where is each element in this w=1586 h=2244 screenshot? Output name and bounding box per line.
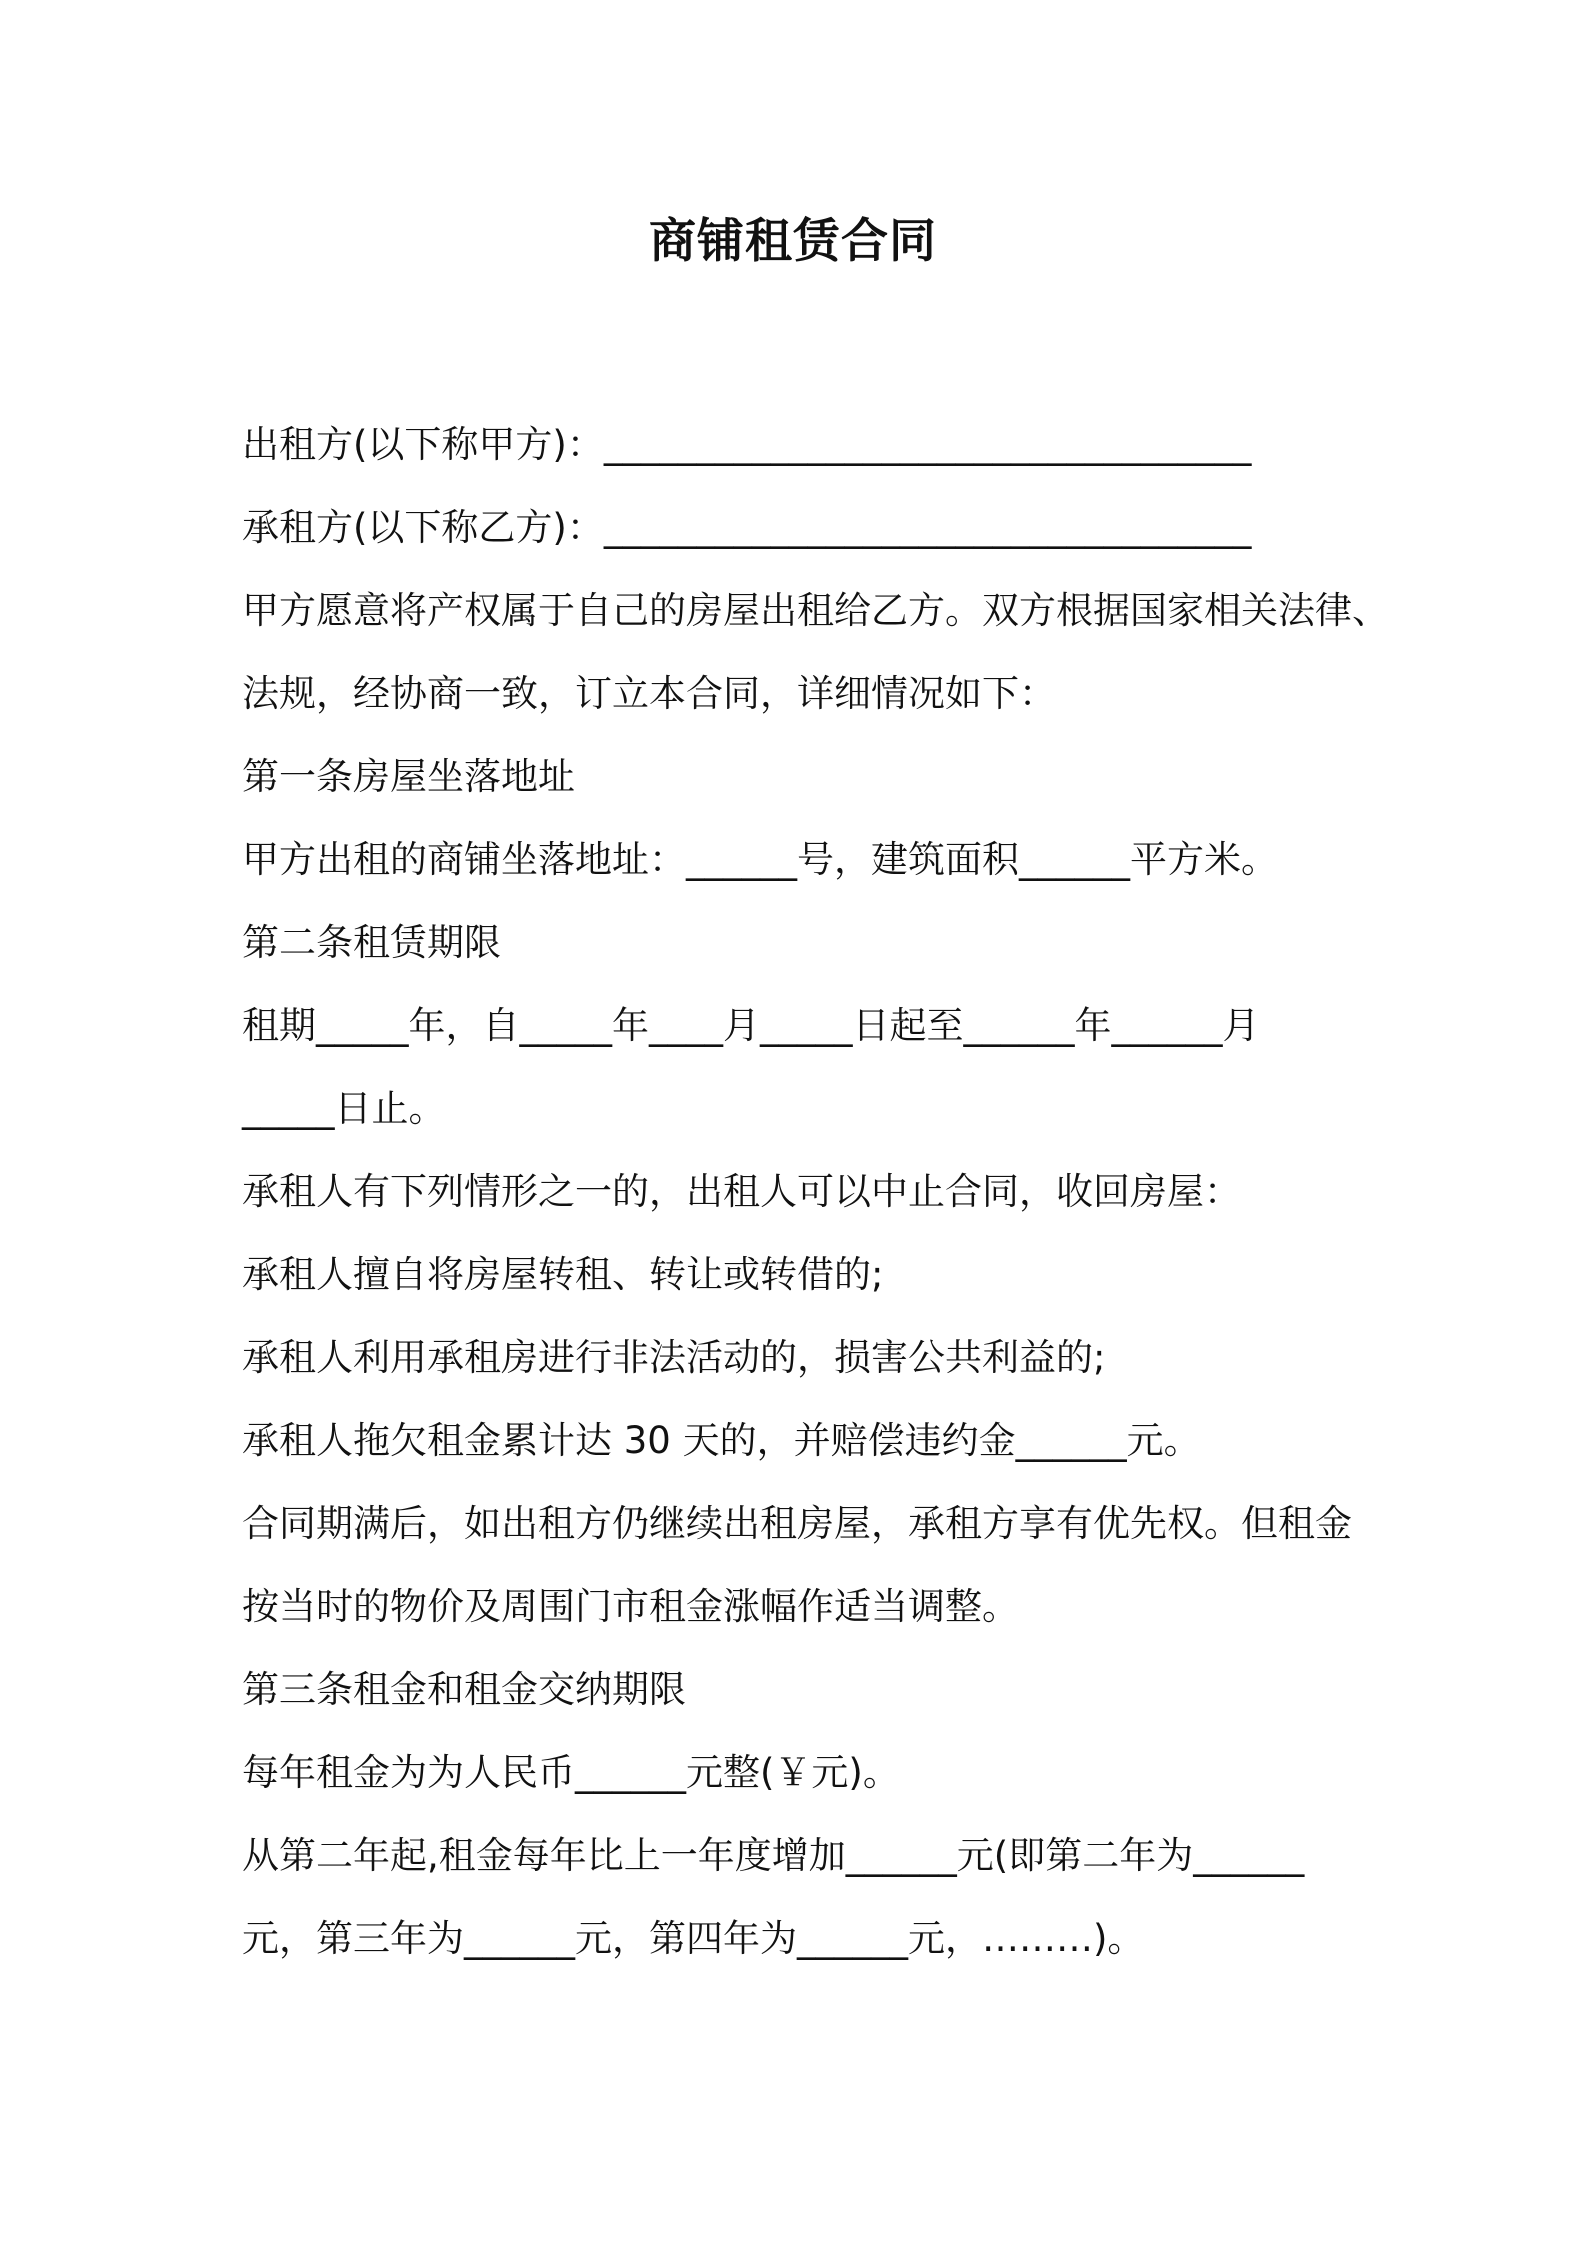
rent-increase-line-2: 元，第三年为______元，第四年为______元，………)。: [242, 1917, 1145, 1960]
termination-clause-3: 承租人拖欠租金累计达 30 天的，并赔偿违约金______元。: [242, 1419, 1201, 1462]
lease-term-line-1: 租期_____年，自_____年____月_____日起至______年______月: [242, 1004, 1260, 1047]
renewal-paragraph-line-1: 合同期满后，如出租方仍继续出租房屋，承租方享有优先权。但租金: [242, 1502, 1352, 1545]
intro-paragraph-line-2: 法规，经协商一致，订立本合同，详细情况如下：: [242, 672, 1056, 715]
article-1-address-line: 甲方出租的商铺坐落地址：______号，建筑面积______平方米。: [242, 838, 1278, 881]
termination-clause-1: 承租人擅自将房屋转租、转让或转借的;: [242, 1253, 884, 1296]
article-3-heading: 第三条租金和租金交纳期限: [242, 1668, 686, 1711]
renewal-paragraph-line-2: 按当时的物价及周围门市租金涨幅作适当调整。: [242, 1585, 1019, 1628]
intro-paragraph-line-1: 甲方愿意将产权属于自己的房屋出租给乙方。双方根据国家相关法律、: [242, 589, 1389, 632]
document-title: 商铺租赁合同: [649, 214, 937, 269]
lease-term-line-2: _____日止。: [242, 1087, 446, 1130]
party-a-line: 出租方(以下称甲方)：___________________________________: [242, 423, 1252, 466]
article-1-heading: 第一条房屋坐落地址: [242, 755, 575, 798]
party-b-line: 承租方(以下称乙方)：___________________________________: [242, 506, 1252, 549]
termination-intro-line: 承租人有下列情形之一的，出租人可以中止合同，收回房屋：: [242, 1170, 1241, 1213]
annual-rent-line: 每年租金为为人民币______元整(￥元)。: [242, 1751, 900, 1794]
rent-increase-line-1: 从第二年起,租金每年比上一年度增加______元(即第二年为______: [242, 1834, 1305, 1877]
document-body: [242, 415, 1392, 1992]
article-2-heading: 第二条租赁期限: [242, 921, 501, 964]
termination-clause-2: 承租人利用承租房进行非法活动的，损害公共利益的;: [242, 1336, 1106, 1379]
